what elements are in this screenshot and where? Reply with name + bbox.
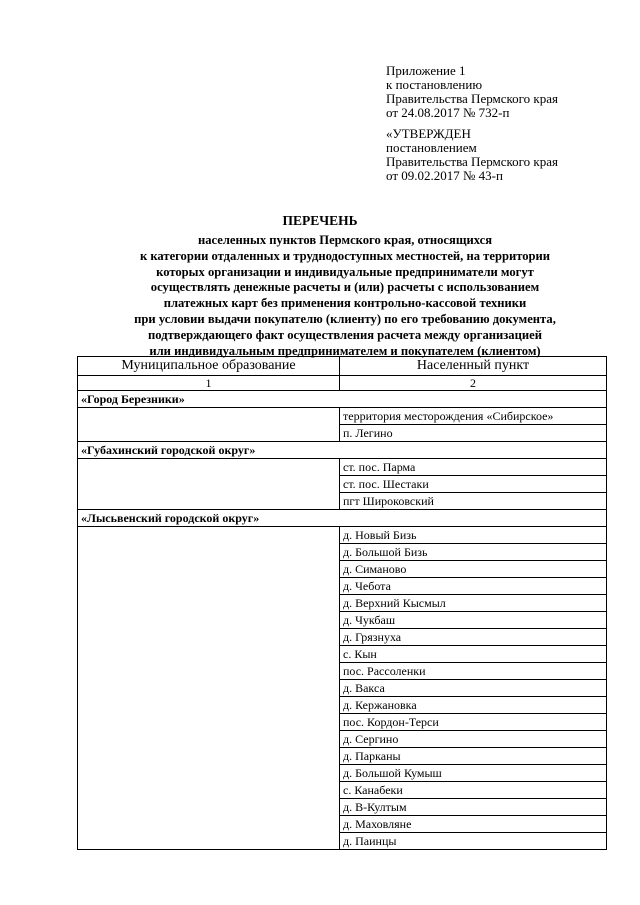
- subtitle-line: населенных пунктов Пермского края, относящихся: [197, 233, 493, 247]
- municipality-cell: [78, 459, 340, 510]
- approved-line: Правительства Пермского края: [386, 154, 558, 169]
- subtitle-line: осуществлять денежные расчеты и (или) расчеты с использованием: [150, 280, 540, 295]
- table-header-row: [78, 357, 607, 376]
- settlement-cell: п. Легино: [340, 425, 607, 442]
- subtitle-line: платежных карт без применения контрольно-кассовой техники: [163, 296, 527, 311]
- municipality-name: «Губахинский городской округ»: [78, 442, 607, 459]
- settlement-cell: д. Верхний Кысмыл: [340, 595, 607, 612]
- appendix-line: от 24.08.2017 № 732-п: [386, 105, 510, 120]
- subtitle-line: или индивидуальным предпринимателем и покупателем (клиентом): [149, 343, 541, 358]
- appendix-line: к постановлению: [386, 77, 483, 92]
- settlement-cell: д. Чебота: [340, 578, 607, 595]
- settlement-cell: пгт Широковский: [340, 493, 607, 510]
- settlement-cell: д. Паинцы: [340, 833, 607, 850]
- municipality-cell: [78, 527, 340, 850]
- subtitle-line: к категории отдаленных и труднодоступных местностей, на территории: [139, 248, 551, 263]
- settlement-cell: территория месторождения «Сибирское»: [340, 408, 607, 425]
- municipality-cell: [78, 408, 340, 442]
- settlement-cell: д. Вакса: [340, 680, 607, 697]
- settlement-cell: пос. Кордон-Терси: [340, 714, 607, 731]
- settlement-cell: д. Кержановка: [340, 697, 607, 714]
- settlement-cell: д. Парканы: [340, 748, 607, 765]
- group-row: [78, 442, 607, 459]
- settlement-cell: с. Кын: [340, 646, 607, 663]
- column-header-settlement: Населенный пункт: [340, 357, 607, 376]
- table-row: [78, 527, 607, 544]
- municipality-name: «Город Березники»: [78, 391, 607, 408]
- subtitle-line: подтверждающего факт осуществления расчета между организацией: [148, 327, 542, 342]
- settlement-cell: д. Большой Кумыш: [340, 765, 607, 782]
- approval-stamp-text: [386, 127, 558, 183]
- settlement-cell: д. Маховляне: [340, 816, 607, 833]
- settlement-cell: д. Большой Бизь: [340, 544, 607, 561]
- municipality-name: «Лысьвенский городской округ»: [78, 510, 607, 527]
- settlement-cell: д. Чукбаш: [340, 612, 607, 629]
- column-number-row: [78, 376, 607, 391]
- approved-line: от 09.02.2017 № 43-п: [386, 168, 503, 183]
- approved-line: постановлением: [386, 140, 477, 155]
- settlement-cell: д. Симаново: [340, 561, 607, 578]
- settlement-cell: д. Новый Бизь: [340, 527, 607, 544]
- settlement-cell: ст. пос. Парма: [340, 459, 607, 476]
- column-number: 1: [78, 376, 340, 391]
- document-title: ПЕРЕЧЕНЬ: [282, 213, 358, 228]
- column-number: 2: [340, 376, 607, 391]
- group-row: [78, 391, 607, 408]
- subtitle-line: которых организации и индивидуальные предприниматели могут: [156, 264, 534, 279]
- column-header-municipality: Муниципальное образование: [78, 357, 340, 376]
- subtitle-line: при условии выдачи покупателю (клиенту) по его требованию документа,: [134, 311, 556, 326]
- settlement-cell: д. Сергино: [340, 731, 607, 748]
- settlement-cell: д. В-Култым: [340, 799, 607, 816]
- table-row: [78, 408, 607, 425]
- approved-line: «УТВЕРЖДЕН: [386, 126, 471, 141]
- document-subtitle: [80, 233, 610, 359]
- settlement-cell: с. Канабеки: [340, 782, 607, 799]
- settlement-cell: д. Грязнуха: [340, 629, 607, 646]
- settlement-cell: ст. пос. Шестаки: [340, 476, 607, 493]
- table-body: [78, 391, 607, 850]
- appendix-line: Приложение 1: [386, 63, 466, 78]
- table-row: [78, 459, 607, 476]
- group-row: [78, 510, 607, 527]
- appendix-reference: [386, 64, 558, 120]
- settlements-table: [77, 356, 607, 850]
- appendix-line: Правительства Пермского края: [386, 91, 558, 106]
- settlement-cell: пос. Рассоленки: [340, 663, 607, 680]
